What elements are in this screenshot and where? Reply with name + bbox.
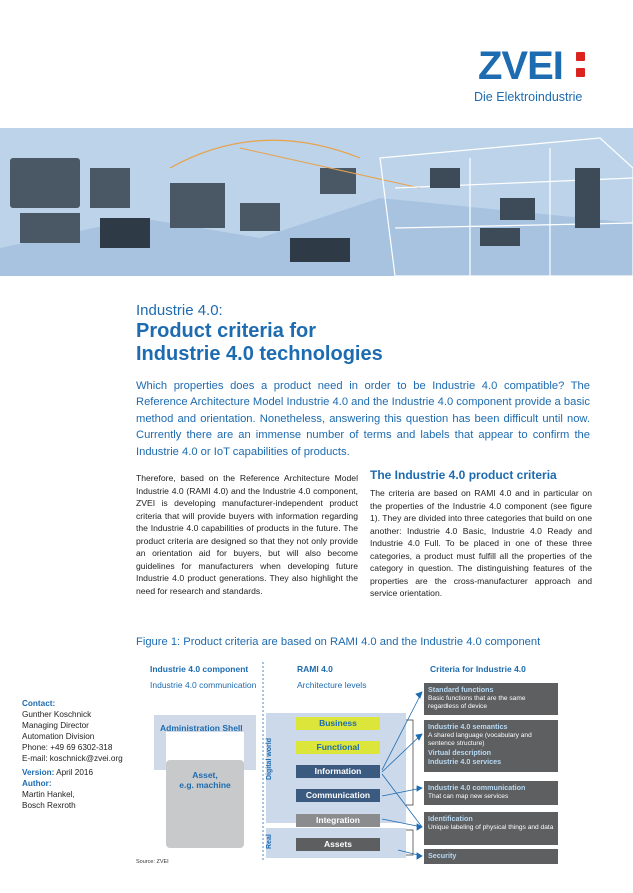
criteria-title: Industrie 4.0 semantics (428, 722, 508, 731)
level-communication: Communication (296, 789, 380, 802)
asset-box (166, 770, 244, 790)
contact-name: Gunther Koschnick (22, 710, 92, 719)
level-integration: Integration (296, 814, 380, 827)
level-functional: Functional (296, 741, 380, 754)
title-line-1: Product criteria for (136, 320, 317, 342)
figure-caption: Figure 1: Product criteria are based on RAMI 4.0 and the Industrie 4.0 component (136, 636, 541, 648)
diagram-col2-sub: Architecture levels (297, 680, 367, 690)
criteria-identification (424, 812, 558, 845)
level-business: Business (296, 717, 380, 730)
criteria-title-2: Virtual description (428, 747, 491, 757)
article-kicker: Industrie 4.0: (136, 302, 223, 319)
author-label: Author: (22, 779, 52, 788)
logo-colon-icon (573, 48, 587, 82)
contact-sidebar (22, 698, 123, 811)
digital-world-label: Digital world (266, 738, 273, 780)
criteria-title: Standard functions (428, 685, 494, 694)
article-intro: Which properties does a product need in order to be Industrie 4.0 compatible? The Reference Architecture Model Industrie 4.0 and the Industrie 4.0 component provide a basic method and orientation. Nonetheless, answering this question has been difficult until now. Currently there are an immense number of terms and labels that appear to confirm the Industrie 4.0 or IoT capabilities of products. (136, 380, 590, 458)
criteria-text: Basic functions that are the same regardless of device (428, 695, 526, 711)
diagram-col1-title: Industrie 4.0 component (150, 664, 249, 674)
asset-line-2: e.g. machine (179, 780, 231, 790)
contact-division: Automation Division (22, 732, 95, 741)
contact-email[interactable]: E-mail: koschnick@zvei.org (22, 754, 123, 763)
contact-phone: Phone: +49 69 6302-318 (22, 743, 113, 752)
version-value: April 2016 (56, 768, 94, 777)
level-information: Information (296, 765, 380, 778)
criteria-title-3: Industrie 4.0 services (428, 756, 502, 766)
criteria-title: Security (428, 851, 457, 860)
diagram-col3-title: Criteria for Industrie 4.0 (430, 664, 526, 674)
criteria-security (424, 849, 558, 864)
author-1: Martin Hankel, (22, 790, 75, 799)
figure-source: Source: ZVEI (136, 859, 169, 865)
right-column-text: The criteria are based on RAMI 4.0 and in particular on the properties of the Industrie 4.0 component (see figure 1). They are divided into three categories that build on one another: Industrie 4.0 Basic, Industrie 4.0 Ready and Industrie 4.0 Full. To be placed in one of these three categories, a product must fulfill all the properties of the category in question. The distinguishing features of the properties are the cross-manufacturer approach and service orientation. (370, 488, 592, 599)
admin-shell-label: Administration Shell (160, 723, 243, 733)
criteria-text: Unique labeling of physical things and data (428, 824, 554, 832)
zvei-logo: ZVEI (478, 44, 563, 88)
right-column-heading: The Industrie 4.0 product criteria (370, 468, 557, 482)
version-label: Version: (22, 768, 55, 777)
contact-role: Managing Director (22, 721, 89, 730)
version-line (22, 767, 123, 778)
level-assets: Assets (296, 838, 380, 851)
criteria-communication (424, 781, 558, 805)
asset-line-1: Asset, (192, 770, 218, 780)
criteria-title: Industrie 4.0 communication (428, 783, 526, 792)
article-title (136, 320, 383, 366)
criteria-standard-functions (424, 683, 558, 715)
logo-subtitle: Die Elektroindustrie (474, 90, 583, 104)
diagram-col1-sub: Industrie 4.0 communication (150, 680, 257, 690)
left-column-text: Therefore, based on the Reference Architecture Model Industrie 4.0 (RAMI 4.0) and the Industrie 4.0 component, ZVEI is developing manufacturer-independent product criteria that will provide buyers with information regarding the Industrie 4.0 capabilities of products in the future. The product criteria are designed so that they not only provide an orientation aid for buyers, but will also become guidelines for manufacturers when developing future Industrie 4.0 product generations. They also highlight the need for research and standards. (136, 473, 358, 596)
author-2: Bosch Rexroth (22, 801, 76, 810)
title-line-2: Industrie 4.0 technologies (136, 343, 383, 365)
contact-label: Contact: (22, 699, 56, 708)
criteria-semantics (424, 720, 558, 772)
diagram-col2-title: RAMI 4.0 (297, 664, 333, 674)
real-label: Real (266, 834, 273, 849)
criteria-text: That can map new services (428, 793, 509, 801)
factory-illustration (0, 128, 633, 276)
criteria-title: Identification (428, 814, 473, 823)
criteria-text: A shared language (vocabulary and sentence structure) (428, 732, 532, 748)
